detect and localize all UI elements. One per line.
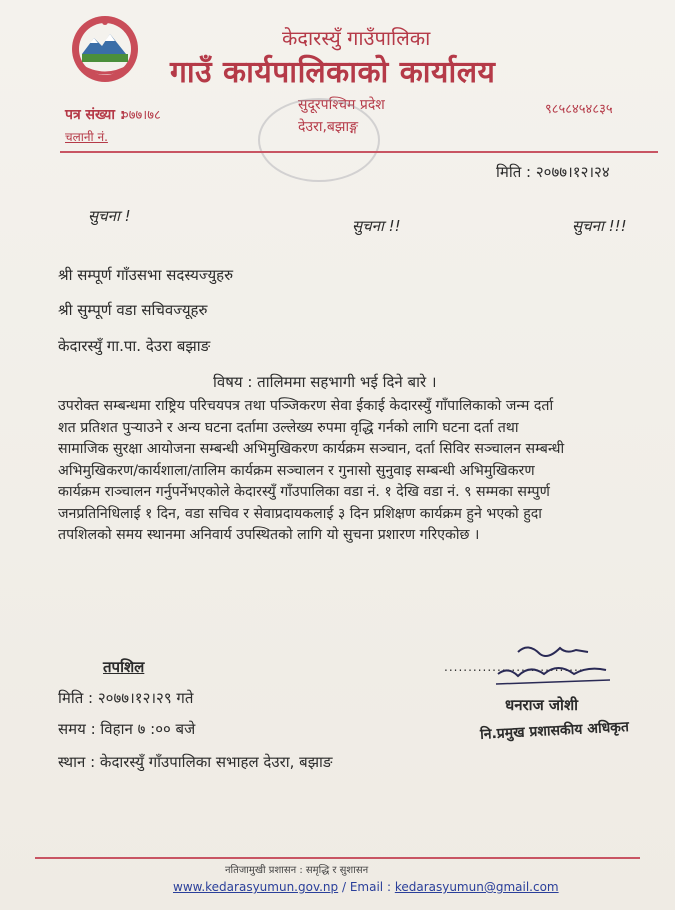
footer-contact bbox=[173, 880, 559, 894]
reference-number-label: पत्र संख्या : bbox=[65, 107, 126, 123]
signatory-name: धनराज जोशी bbox=[505, 696, 579, 714]
email-label: Email : bbox=[349, 880, 395, 894]
body-line: उपरोक्त सम्बन्धमा राष्ट्रिय परिचयपत्र तथा पञ्जिकरण सेवा ईकाई केदारस्युँ गाँपालिकाको जन्म दर्ता bbox=[58, 398, 554, 414]
footer-divider bbox=[35, 857, 640, 859]
dispatch-number-label: चलानी नं. bbox=[65, 130, 108, 144]
footer-motto: नतिजामुखी प्रशासन : समृद्धि र सुशासन bbox=[225, 865, 369, 876]
training-time: समय : विहान ७ :०० बजे bbox=[58, 720, 196, 738]
body-line: तपशिलको समय स्थानमा अनिवार्य उपस्थितको लागि यो सुचना प्रशारण गरिएकोछ । bbox=[58, 527, 480, 543]
faded-stamp bbox=[258, 98, 380, 182]
recipient-line: श्री सम्पूर्ण गाँउसभा सदस्यज्युहरु bbox=[58, 266, 234, 284]
body-line: शत प्रतिशत पुऱ्याउने र अन्य घटना दर्तामा उल्लेख्य रुपमा वृद्धि गर्नको लागि घटना दर्ता तथा bbox=[58, 419, 519, 436]
handwritten-signature bbox=[478, 640, 628, 700]
email-link[interactable]: kedarasyumun@gmail.com bbox=[394, 880, 559, 894]
signatory-title: नि.प्रमुख प्रशासकीय अधिकृत bbox=[479, 719, 630, 743]
nepal-emblem-logo bbox=[70, 14, 140, 84]
footer-separator: / bbox=[338, 880, 350, 894]
notice-label-3: सुचना !!! bbox=[572, 217, 627, 235]
details-heading: तपशिल bbox=[103, 658, 145, 676]
letter-date: मिति : २०७७।१२।२४ bbox=[496, 163, 610, 181]
training-venue: स्थान : केदारस्युँ गाँउपालिका सभाहल देउरा, बझाङ bbox=[58, 753, 333, 771]
notice-label-2: सुचना !! bbox=[352, 217, 401, 235]
province: सुदूरपश्चिम प्रदेश bbox=[298, 97, 385, 113]
reference-number: ०७७।७८ bbox=[122, 108, 161, 123]
body-line: सामाजिक सुरक्षा आयोजना सम्बन्धी अभिमुखिकरण कार्यक्रम सञ्चान, दर्ता सिविर सञ्चालन सम्बन्धी bbox=[58, 441, 565, 457]
training-date: मिति : २०७७।१२।२९ गते bbox=[58, 689, 194, 707]
recipient-line: श्री सुम्पूर्ण वडा सचिवज्यूहरु bbox=[58, 301, 208, 319]
municipality-name: केदारस्युँ गाउँपालिका bbox=[282, 26, 431, 50]
phone-number: ९८५८४५४८३५ bbox=[545, 102, 613, 117]
address: देउरा,बझाङ्ग bbox=[298, 119, 358, 135]
notice-label-1: सुचना ! bbox=[88, 207, 131, 225]
letter-body bbox=[58, 396, 662, 547]
body-line: जनप्रतिनिधिलाई १ दिन, वडा सचिव र सेवाप्रदायकलाई ३ दिन प्रशिक्षण कार्यक्रम हुने भएको हुदा bbox=[58, 505, 542, 522]
signature-dots: ............................. bbox=[444, 660, 584, 674]
header-divider bbox=[60, 151, 658, 153]
recipient-line: केदारस्युँ गा.पा. देउरा बझाङ bbox=[58, 337, 211, 355]
body-line: अभिमुखिकरण/कार्यशाला/तालिम कार्यक्रम सञ्चालन र गुनासो सुनुवाइ सम्बन्धी अभिमुखिकरण bbox=[58, 462, 535, 479]
website-link[interactable]: www.kedarasyumun.gov.np bbox=[173, 880, 339, 894]
office-title: गाउँ कार्यपालिकाको कार्यालय bbox=[170, 55, 496, 90]
subject-line: विषय : तालिममा सहभागी भई दिने बारे । bbox=[213, 373, 437, 391]
body-line: कार्यक्रम राञ्चालन गर्नुपर्नेभएकोले केदारस्युँ गाँउपालिका वडा नं. १ देखि वडा नं. ९ सम्मका सम्पुर्ण bbox=[58, 484, 550, 500]
